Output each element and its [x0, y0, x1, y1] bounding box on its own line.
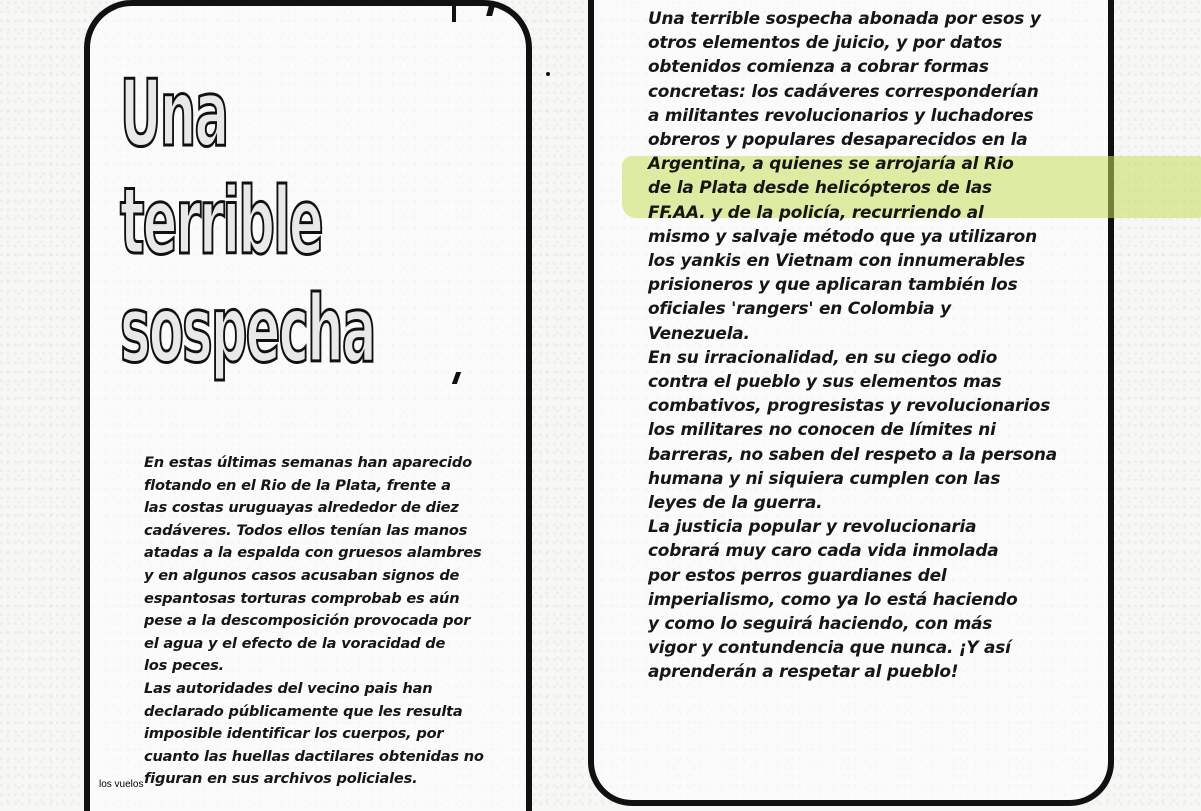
text-line: otros elementos de juicio, y por datos [648, 32, 1003, 53]
ink-speck [452, 6, 456, 22]
text-line: La justicia popular y revolucionaria [648, 516, 977, 537]
text-line: prisioneros y que aplicaran también los [648, 274, 1018, 295]
headline-line-2: terrible [120, 168, 322, 275]
ink-speck [546, 72, 550, 76]
text-line: y como lo seguirá haciendo, con más [648, 613, 993, 634]
text-line: combativos, progresistas y revolucionarios [648, 395, 1051, 416]
text-line: obtenidos comienza a cobrar formas [648, 56, 989, 77]
text-line: cadáveres. Todos ellos tenían las manos [144, 521, 468, 539]
text-line: figuran en sus archivos policiales. [144, 770, 418, 788]
headline [120, 60, 375, 384]
text-line: En estas últimas semanas han aparecido [144, 454, 472, 471]
headline-line-3: sospecha [120, 276, 375, 383]
text-line: oficiales 'rangers' en Colombia y [648, 298, 951, 319]
text-line: los yankis en Vietnam con innumerables [648, 250, 1026, 271]
text-line: En su irracionalidad, en su ciego odio [648, 346, 998, 367]
text-line: Las autoridades del vecino pais han [144, 679, 433, 697]
text-line: los militares no conocen de límites ni [648, 419, 996, 440]
text-line: imposible identificar los cuerpos, por [144, 725, 444, 743]
text-line: aprenderán a respetar al pueblo! [648, 661, 959, 682]
text-line: el agua y el efecto de la voracidad de [144, 634, 446, 652]
right-article-body [648, 6, 1078, 684]
text-line: humana y ni siquiera cumplen con las [648, 467, 1001, 488]
text-line: cobrará muy caro cada vida inmolada [648, 540, 999, 561]
headline-line-1: Una [120, 60, 228, 167]
text-line: atadas a la espalda con gruesos alambres [144, 544, 482, 562]
text-line: pese a la descomposición provocada por [144, 612, 471, 630]
text-line: imperialismo, como ya lo está haciendo [648, 588, 1018, 609]
text-line: leyes de la guerra. [648, 492, 823, 513]
text-line: contra el pueblo y sus elementos mas [648, 371, 1002, 392]
text-line: mismo y salvaje método que ya utilizaron [648, 225, 1037, 246]
highlighted-text-line: de la Plata desde helicópteros de las [648, 177, 992, 198]
text-line: las costas uruguayas alrededor de diez [144, 499, 459, 517]
text-line: y en algunos casos acusaban signos de [144, 566, 460, 584]
text-line: Una terrible sospecha abonada por esos y [648, 8, 1041, 28]
text-line: los peces. [144, 657, 224, 675]
text-line: obreros y populares desaparecidos en la [648, 129, 1028, 150]
text-line: por estos perros guardianes del [648, 564, 947, 585]
text-line: FF.AA. y de la policía, recurriendo al [648, 201, 984, 222]
text-line: cuanto las huellas dactilares obtenidas no [144, 747, 484, 765]
text-line: espantosas torturas comprobab es aún [144, 589, 460, 607]
left-article-body [144, 452, 500, 791]
text-line: Venezuela. [648, 322, 750, 343]
text-line: vigor y contundencia que nunca. ¡Y así [648, 637, 1011, 658]
text-line: flotando en el Rio de la Plata, frente a [144, 476, 451, 494]
text-line: barreras, no saben del respeto a la persona [648, 443, 1057, 464]
highlighted-text-line: Argentina, a quienes se arrojaría al Rio [648, 153, 1014, 174]
text-line: concretas: los cadáveres corresponderían [648, 80, 1039, 101]
clipping-caption: los vuelos [99, 779, 144, 790]
text-line: declarado públicamente que les resulta [144, 702, 463, 720]
text-line: a militantes revolucionarios y luchadores [648, 104, 1034, 125]
